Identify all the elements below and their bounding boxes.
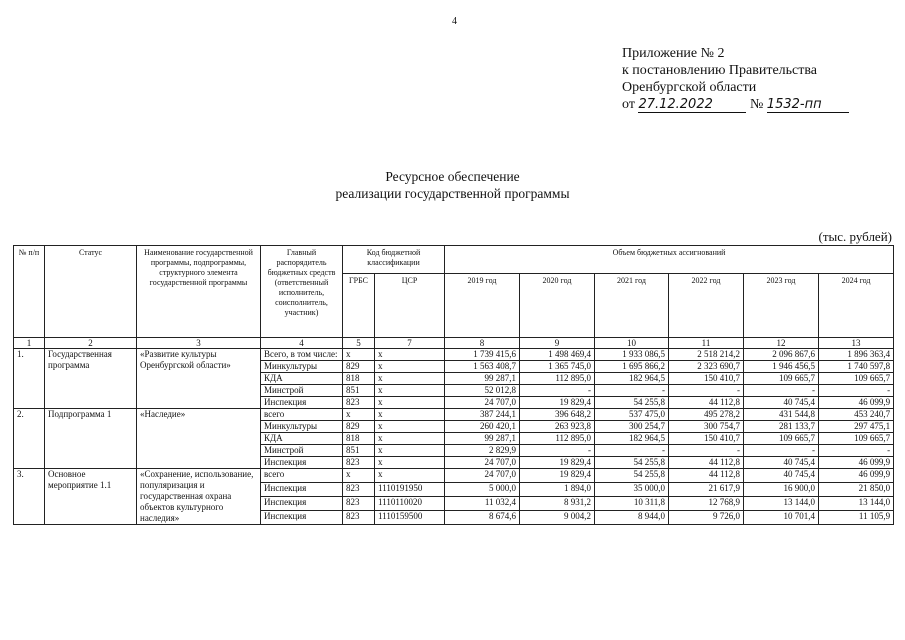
row-value: 46 099,9 xyxy=(819,469,894,483)
row-csr: x xyxy=(375,433,445,445)
row-value: 182 964,5 xyxy=(595,433,669,445)
row-value: 46 099,9 xyxy=(819,397,894,409)
row-value: 8 931,2 xyxy=(520,497,595,511)
row-value: 40 745,4 xyxy=(744,397,819,409)
col-volume-header: Объем бюджетных ассигнований xyxy=(445,246,894,274)
col-num-header: № п/п xyxy=(14,246,45,338)
column-number: 2 xyxy=(45,338,137,349)
row-value: 40 745,4 xyxy=(744,457,819,469)
table-row xyxy=(14,409,894,421)
row-value: 1 933 086,5 xyxy=(595,349,669,361)
row-csr: 1110159500 xyxy=(375,511,445,525)
row-executor: Инспекция xyxy=(261,483,343,497)
row-csr: x xyxy=(375,397,445,409)
row-value: 44 112,8 xyxy=(669,457,744,469)
appendix-line-3: Оренбургской области xyxy=(622,80,757,95)
col-code-header: Код бюджетной классификации xyxy=(343,246,445,274)
row-value: 297 475,1 xyxy=(819,421,894,433)
row-csr: x xyxy=(375,421,445,433)
row-value: 24 707,0 xyxy=(445,457,520,469)
col-status-header: Статус xyxy=(45,246,137,338)
column-number: 7 xyxy=(375,338,445,349)
row-value: 19 829,4 xyxy=(520,457,595,469)
row-csr: 1110110020 xyxy=(375,497,445,511)
row-value: 19 829,4 xyxy=(520,469,595,483)
row-executor: Инспекция xyxy=(261,511,343,525)
row-grbs: 818 xyxy=(343,373,375,385)
row-value: 387 244,1 xyxy=(445,409,520,421)
row-executor: всего xyxy=(261,409,343,421)
row-value: 10 311,8 xyxy=(595,497,669,511)
col-name-header: Наименование государственной программы, подпрограммы, структурного элемента государственной программы xyxy=(137,246,261,338)
row-value: 19 829,4 xyxy=(520,397,595,409)
row-value: - xyxy=(595,385,669,397)
row-grbs: 823 xyxy=(343,483,375,497)
col-year-header: 2019 год xyxy=(445,274,520,338)
row-value: 8 944,0 xyxy=(595,511,669,525)
row-value: 109 665,7 xyxy=(744,433,819,445)
row-value: 109 665,7 xyxy=(819,433,894,445)
row-csr: 1110191950 xyxy=(375,483,445,497)
row-executor: Минкультуры xyxy=(261,421,343,433)
row-value: 150 410,7 xyxy=(669,373,744,385)
table-header xyxy=(14,246,894,349)
row-grbs: 818 xyxy=(343,433,375,445)
resolution-number: 1532-пп xyxy=(767,98,849,113)
row-value: 54 255,8 xyxy=(595,457,669,469)
row-grbs: 829 xyxy=(343,421,375,433)
row-grbs: 851 xyxy=(343,385,375,397)
row-executor: Инспекция xyxy=(261,497,343,511)
row-value: 40 745,4 xyxy=(744,469,819,483)
row-value: 5 000,0 xyxy=(445,483,520,497)
row-value: 1 946 456,5 xyxy=(744,361,819,373)
title-line-1: Ресурсное обеспечение xyxy=(385,169,520,184)
row-value: 9 726,0 xyxy=(669,511,744,525)
row-csr: x xyxy=(375,385,445,397)
row-value: - xyxy=(819,445,894,457)
row-number: 3. xyxy=(14,469,45,525)
row-status: Основное мероприятие 1.1 xyxy=(45,469,137,525)
row-grbs: x xyxy=(343,349,375,361)
row-value: 300 254,7 xyxy=(595,421,669,433)
row-number: 2. xyxy=(14,409,45,469)
row-executor: Инспекция xyxy=(261,397,343,409)
column-number: 8 xyxy=(445,338,520,349)
row-grbs: x xyxy=(343,469,375,483)
row-value: 44 112,8 xyxy=(669,397,744,409)
row-csr: x xyxy=(375,457,445,469)
row-value: 54 255,8 xyxy=(595,469,669,483)
row-program-name: «Развитие культуры Оренбургской области» xyxy=(137,349,261,409)
col-year-header: 2024 год xyxy=(819,274,894,338)
row-value: 11 032,4 xyxy=(445,497,520,511)
row-value: 1 498 469,4 xyxy=(520,349,595,361)
row-value: 1 365 745,0 xyxy=(520,361,595,373)
row-value: 99 287,1 xyxy=(445,373,520,385)
row-value: 300 754,7 xyxy=(669,421,744,433)
resolution-date: 27.12.2022 xyxy=(638,98,746,113)
row-status: Государственная программа xyxy=(45,349,137,409)
row-value: 10 701,4 xyxy=(744,511,819,525)
row-executor: Минстрой xyxy=(261,385,343,397)
row-value: 21 617,9 xyxy=(669,483,744,497)
row-value: - xyxy=(819,385,894,397)
row-value: 2 518 214,2 xyxy=(669,349,744,361)
table-body xyxy=(14,349,894,525)
row-csr: x xyxy=(375,469,445,483)
row-grbs: x xyxy=(343,409,375,421)
row-value: 8 674,6 xyxy=(445,511,520,525)
row-csr: x xyxy=(375,409,445,421)
row-grbs: 823 xyxy=(343,497,375,511)
row-value: - xyxy=(520,445,595,457)
row-value: 46 099,9 xyxy=(819,457,894,469)
row-value: 52 012,8 xyxy=(445,385,520,397)
row-number: 1. xyxy=(14,349,45,409)
column-number: 1 xyxy=(14,338,45,349)
row-value: 263 923,8 xyxy=(520,421,595,433)
from-label: от xyxy=(622,97,635,112)
row-value: 431 544,8 xyxy=(744,409,819,421)
column-number: 12 xyxy=(744,338,819,349)
row-grbs: 823 xyxy=(343,457,375,469)
row-value: 54 255,8 xyxy=(595,397,669,409)
page-number: 4 xyxy=(452,16,457,27)
number-label: № xyxy=(749,97,764,112)
row-value: 24 707,0 xyxy=(445,397,520,409)
appendix-block xyxy=(622,45,849,113)
row-value: 109 665,7 xyxy=(744,373,819,385)
col-grbs-header: ГРБС xyxy=(343,274,375,338)
col-year-header: 2022 год xyxy=(669,274,744,338)
row-value: - xyxy=(744,385,819,397)
row-value: 2 829,9 xyxy=(445,445,520,457)
row-value: 260 420,1 xyxy=(445,421,520,433)
row-grbs: 829 xyxy=(343,361,375,373)
row-value: 35 000,0 xyxy=(595,483,669,497)
row-csr: x xyxy=(375,445,445,457)
row-program-name: «Сохранение, использование, популяризация и государственная охрана объектов культурного наследия» xyxy=(137,469,261,525)
column-number: 13 xyxy=(819,338,894,349)
row-executor: КДА xyxy=(261,433,343,445)
row-value: 44 112,8 xyxy=(669,469,744,483)
row-value: 537 475,0 xyxy=(595,409,669,421)
row-value: 109 665,7 xyxy=(819,373,894,385)
row-value: 1 896 363,4 xyxy=(819,349,894,361)
table-row xyxy=(14,469,894,483)
column-number: 11 xyxy=(669,338,744,349)
row-value: 2 323 690,7 xyxy=(669,361,744,373)
row-grbs: 823 xyxy=(343,397,375,409)
column-number-row xyxy=(14,338,894,349)
row-value: 13 144,0 xyxy=(819,497,894,511)
row-executor: Минстрой xyxy=(261,445,343,457)
col-csr-header: ЦСР xyxy=(375,274,445,338)
row-value: - xyxy=(744,445,819,457)
row-csr: x xyxy=(375,349,445,361)
appendix-line-2: к постановлению Правительства xyxy=(622,63,818,78)
row-csr: x xyxy=(375,361,445,373)
row-value: 150 410,7 xyxy=(669,433,744,445)
row-value: 112 895,0 xyxy=(520,373,595,385)
row-executor: КДА xyxy=(261,373,343,385)
row-value: 453 240,7 xyxy=(819,409,894,421)
row-value: 13 144,0 xyxy=(744,497,819,511)
appendix-date-line xyxy=(622,96,849,113)
row-value: - xyxy=(595,445,669,457)
row-grbs: 851 xyxy=(343,445,375,457)
column-number: 4 xyxy=(261,338,343,349)
row-value: 495 278,2 xyxy=(669,409,744,421)
row-value: - xyxy=(669,445,744,457)
row-value: 16 900,0 xyxy=(744,483,819,497)
column-number: 3 xyxy=(137,338,261,349)
row-value: 1 695 866,2 xyxy=(595,361,669,373)
row-value: 1 739 415,6 xyxy=(445,349,520,361)
appendix-line-1: Приложение № 2 xyxy=(622,46,725,61)
units-label: (тыс. рублей) xyxy=(818,229,892,244)
row-value: - xyxy=(669,385,744,397)
row-grbs: 823 xyxy=(343,511,375,525)
row-value: 11 105,9 xyxy=(819,511,894,525)
row-value: 2 096 867,6 xyxy=(744,349,819,361)
row-csr: x xyxy=(375,373,445,385)
row-value: 24 707,0 xyxy=(445,469,520,483)
col-year-header: 2020 год xyxy=(520,274,595,338)
row-program-name: «Наследие» xyxy=(137,409,261,469)
row-value: 1 563 408,7 xyxy=(445,361,520,373)
row-value: 21 850,0 xyxy=(819,483,894,497)
row-value: 1 740 597,8 xyxy=(819,361,894,373)
row-value: - xyxy=(520,385,595,397)
row-value: 281 133,7 xyxy=(744,421,819,433)
column-number: 5 xyxy=(343,338,375,349)
col-executor-header: Главный распорядитель бюджетных средств (ответственный исполнитель, соисполнитель, участник) xyxy=(261,246,343,338)
row-value: 9 004,2 xyxy=(520,511,595,525)
row-status: Подпрограмма 1 xyxy=(45,409,137,469)
row-value: 99 287,1 xyxy=(445,433,520,445)
row-value: 1 894,0 xyxy=(520,483,595,497)
document-title xyxy=(0,168,905,202)
row-value: 12 768,9 xyxy=(669,497,744,511)
column-number: 9 xyxy=(520,338,595,349)
title-line-2: реализации государственной программы xyxy=(335,186,570,201)
row-executor: всего xyxy=(261,469,343,483)
row-value: 182 964,5 xyxy=(595,373,669,385)
row-value: 112 895,0 xyxy=(520,433,595,445)
row-executor: Всего, в том числе: xyxy=(261,349,343,361)
row-executor: Минкультуры xyxy=(261,361,343,373)
col-year-header: 2021 год xyxy=(595,274,669,338)
col-year-header: 2023 год xyxy=(744,274,819,338)
resource-table xyxy=(13,245,894,525)
table-row xyxy=(14,349,894,361)
row-executor: Инспекция xyxy=(261,457,343,469)
row-value: 396 648,2 xyxy=(520,409,595,421)
column-number: 10 xyxy=(595,338,669,349)
